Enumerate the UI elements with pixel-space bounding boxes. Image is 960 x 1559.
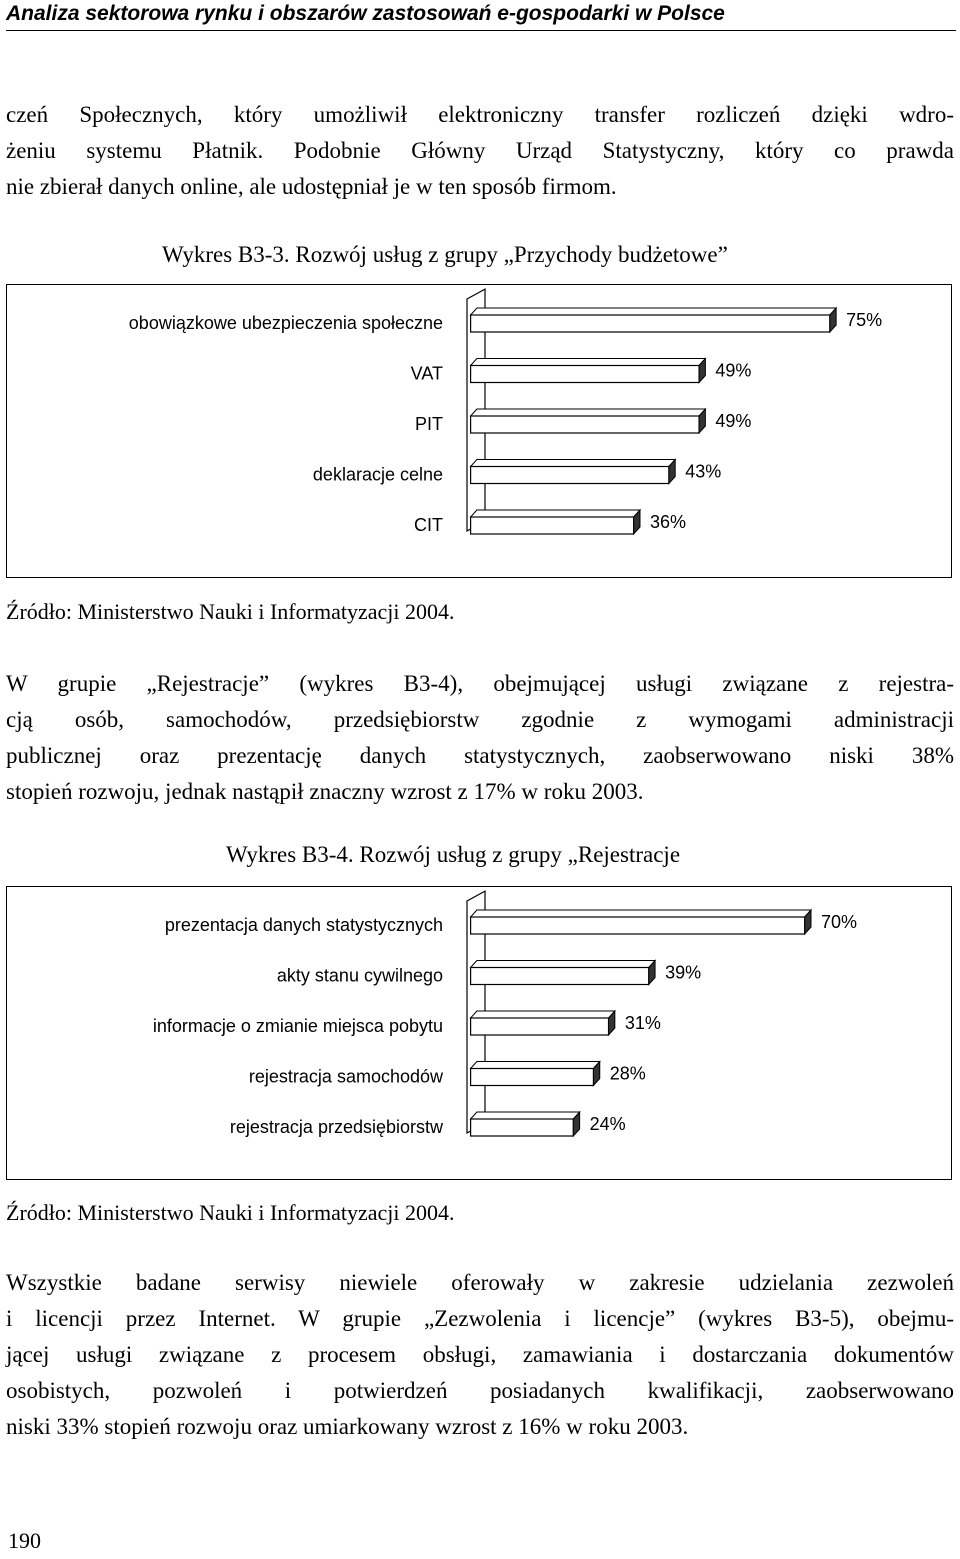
- paragraph-line: jącej usługi związane z procesem obsługi, zamawiania i dostarczania dokumentów: [6, 1342, 954, 1367]
- category-label: CIT: [414, 515, 443, 535]
- bar-group: [471, 359, 706, 383]
- data-label: 36%: [649, 512, 687, 532]
- data-label: 24%: [589, 1114, 626, 1134]
- data-label: 49%: [715, 360, 752, 381]
- bar-group: [471, 409, 706, 433]
- data-label: 39%: [665, 962, 702, 983]
- bar-top-face: [471, 910, 811, 917]
- category-label: deklaracje celne: [312, 464, 443, 485]
- chart1-box: [6, 284, 952, 578]
- category-label: prezentacja danych statystycznych: [164, 915, 443, 935]
- category-label: PIT: [414, 414, 443, 434]
- bar: [471, 315, 830, 332]
- data-label: 75%: [846, 310, 883, 330]
- chart1-source: Źródło: Ministerstwo Nauki i Informatyzacji 2004.: [6, 599, 455, 624]
- paragraph-line: W grupie „Rejestracje” (wykres B3-4), obejmującej usługi związane z rejestra-: [6, 671, 954, 696]
- paragraph-line: cją osób, samochodów, przedsiębiorstw zgodnie z wymogami administracji: [6, 707, 954, 732]
- bar-group: [471, 961, 655, 985]
- category-label: VAT: [410, 363, 443, 384]
- bar: [471, 366, 699, 383]
- bar: [471, 968, 649, 985]
- paragraph-line: Wszystkie badane serwisy niewiele oferowały w zakresie udzielania zezwoleń: [6, 1270, 954, 1295]
- paragraph-line: czeń Społecznych, który umożliwił elektroniczny transfer rozliczeń dzięki wdro-: [6, 102, 954, 127]
- bar-group: [471, 460, 676, 484]
- chart1-plot: [7, 285, 951, 577]
- chart1-caption: Wykres B3-3. Rozwój usług z grupy „Przychody budżetowe”: [162, 242, 728, 267]
- paragraph-line: publicznej oraz prezentację danych statystycznych, zaobserwowano niski 38%: [6, 743, 954, 768]
- bar-group: [471, 308, 837, 332]
- paragraph-line: i licencji przez Internet. W grupie „Zezwolenia i licencje” (wykres B3-5), obejmu-: [6, 1306, 954, 1331]
- bar-top-face: [471, 1011, 615, 1018]
- bar-group: [471, 510, 640, 534]
- paragraph-line: stopień rozwoju, jednak nastąpił znaczny wzrost z 17% w roku 2003.: [6, 779, 644, 804]
- page-header: Analiza sektorowa rynku i obszarów zastosowań e-gospodarki w Polsce: [6, 0, 956, 31]
- bar: [471, 1069, 594, 1086]
- bar: [471, 467, 669, 484]
- bar: [471, 517, 634, 534]
- bar-top-face: [471, 510, 640, 517]
- bar-top-face: [471, 1062, 600, 1069]
- bar: [471, 416, 699, 433]
- paragraph-line: nie zbierał danych online, ale udostępniał je w ten sposób firmom.: [6, 174, 617, 199]
- paragraph-rejestracje: [6, 666, 954, 810]
- bar: [471, 917, 805, 934]
- category-label: rejestracja przedsiębiorstw: [229, 1117, 443, 1137]
- bar-group: [471, 910, 811, 934]
- chart2-box: [6, 886, 952, 1180]
- bar-top-face: [471, 1112, 580, 1119]
- data-label: 70%: [821, 912, 858, 932]
- data-label: 49%: [715, 411, 752, 431]
- paragraph-intro: [6, 97, 954, 205]
- category-label: obowiązkowe ubezpieczenia społeczne: [128, 313, 443, 333]
- paragraph-line: żeniu systemu Płatnik. Podobnie Główny Urząd Statystyczny, który co prawda: [6, 138, 954, 163]
- bar: [471, 1119, 574, 1136]
- data-label: 43%: [685, 461, 722, 482]
- chart2-caption: Wykres B3-4. Rozwój usług z grupy „Rejestracje: [226, 842, 681, 867]
- bar-group: [471, 1011, 615, 1035]
- chart2-source: Źródło: Ministerstwo Nauki i Informatyzacji 2004.: [6, 1200, 455, 1225]
- bar-top-face: [471, 460, 676, 467]
- category-label: informacje o zmianie miejsca pobytu: [152, 1016, 443, 1036]
- bar: [471, 1018, 609, 1035]
- category-label: rejestracja samochodów: [248, 1066, 443, 1087]
- bar-group: [471, 1062, 600, 1086]
- data-label: 28%: [609, 1063, 646, 1084]
- paragraph-line: osobistych, pozwoleń i potwierdzeń posiadanych kwalifikacji, zaobserwowano: [6, 1378, 954, 1403]
- bar-top-face: [471, 409, 706, 416]
- paragraph-zezwolenia: [6, 1265, 954, 1445]
- bar-top-face: [471, 961, 655, 968]
- data-label: 31%: [624, 1013, 661, 1033]
- page-number: 190: [8, 1528, 41, 1553]
- chart2-plot: [7, 887, 951, 1179]
- bar-top-face: [471, 308, 837, 315]
- bar-top-face: [471, 359, 706, 366]
- category-label: akty stanu cywilnego: [276, 965, 443, 986]
- bar-group: [471, 1112, 580, 1136]
- paragraph-line: niski 33% stopień rozwoju oraz umiarkowany wzrost z 16% w roku 2003.: [6, 1414, 689, 1439]
